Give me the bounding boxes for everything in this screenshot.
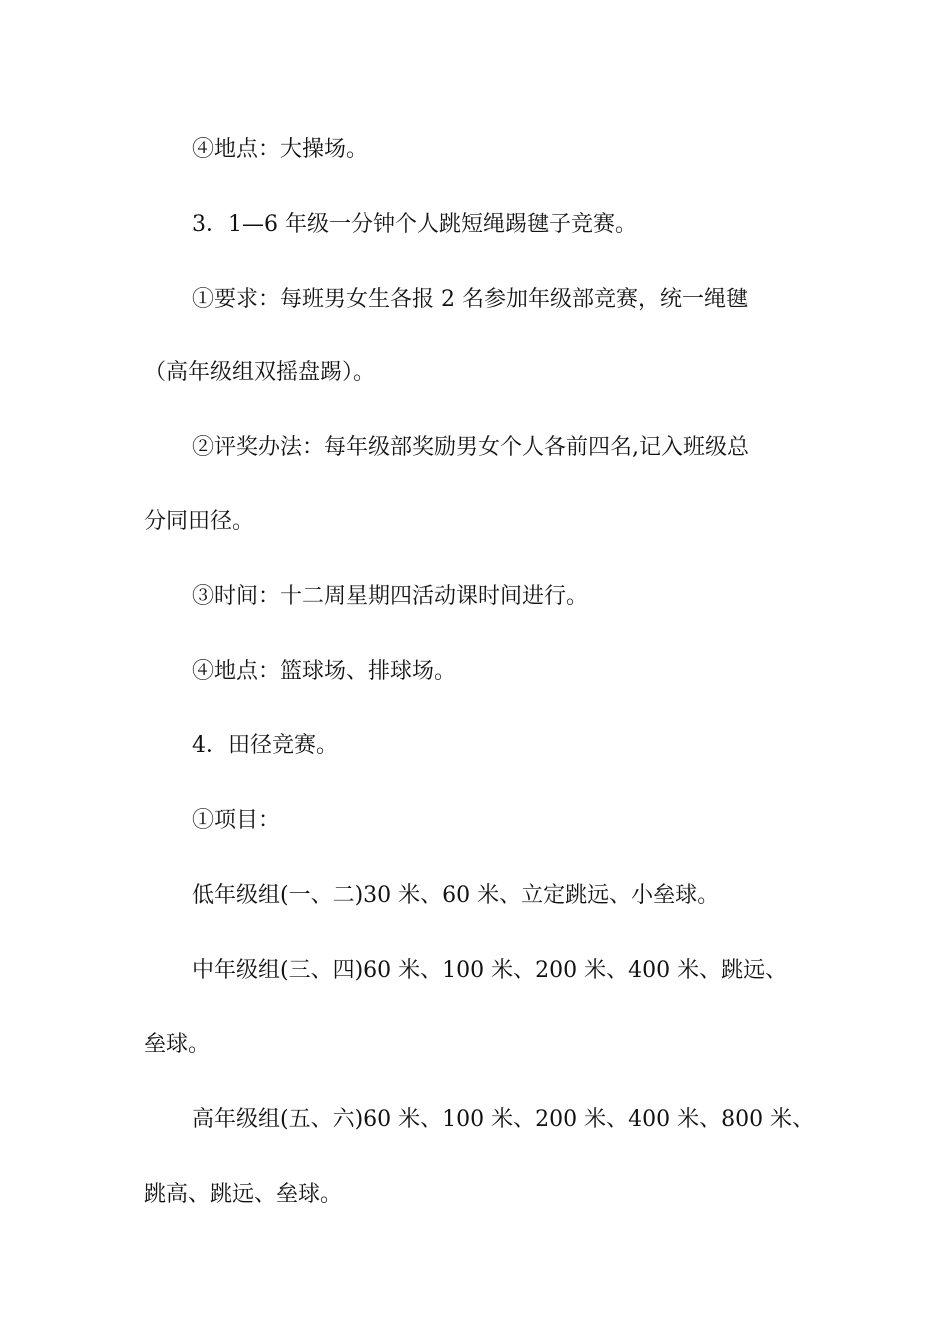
paragraph-line: ①项目： [192,808,281,833]
paragraph-line: ②评奖办法：每年级部奖励男女个人各前四名,记入班级总 [192,435,749,460]
paragraph-line: 垒球。 [144,1032,211,1057]
section-heading: 4．田径竞赛。 [192,733,338,758]
paragraph-line: 分同田径。 [144,509,255,534]
paragraph-line: 低年级组(一、二)30 米、60 米、立定跳远、小垒球。 [192,883,720,908]
paragraph-line: 跳高、跳远、垒球。 [144,1182,343,1207]
paragraph-line: 高年级组(五、六)60 米、100 米、200 米、400 米、800 米、 [192,1107,815,1132]
paragraph-line: ③时间：十二周星期四活动课时间进行。 [192,584,589,609]
section-heading: 3．1—6 年级一分钟个人跳短绳踢毽子竞赛。 [192,212,637,237]
paragraph-line: ①要求：每班男女生各报 2 名参加年级部竞赛，统一绳毽 [192,287,748,312]
paragraph-line: ④地点：大操场。 [192,137,369,162]
paragraph-line: ④地点：篮球场、排球场。 [192,659,457,684]
paragraph-line: 中年级组(三、四)60 米、100 米、200 米、400 米、跳远、 [192,958,788,983]
paragraph-line: （高年级组双摇盘踢）。 [144,360,376,385]
